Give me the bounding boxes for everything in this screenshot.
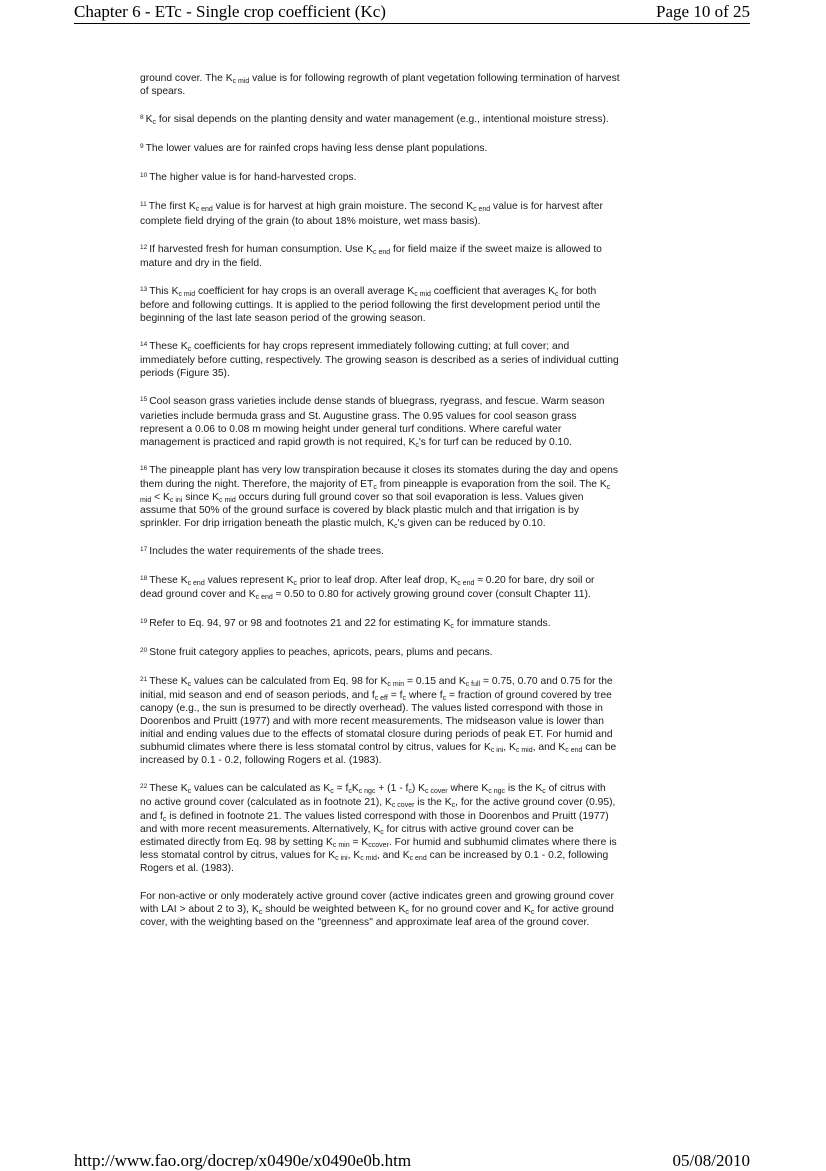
footer-date: 05/08/2010 xyxy=(672,1151,750,1170)
header-rule xyxy=(74,23,750,24)
footnote-16: $^{16}$ The pineapple plant has very low transpiration because it closes its stomates during the day and opens them during the night. Therefore, the majority of $ET_c$ from pineapple is evaporation from the soil. The $K_{c mid} < K_{c ini}$ since $K_{c mid}$ occurs during full ground cover so that soil evaporation is less. Values given assume that 50% of the ground surface is covered by black plastic mulch and that irrigation is by sprinkler. For drip irrigation beneath the plastic mulch, $K_c's$ given can be reduced by 0.10. xyxy=(140,464,619,531)
footnote-18: $^{18}$ These $K_{c end}$ values represent $K_c$ prior to leaf drop. After leaf drop, $K_{c end} \approx 0.20$ for bare, dry soil or dead ground cover and $K_{c end} \approx 0.50$ to 0.80 for actively growing ground cover (consult Chapter 11). xyxy=(140,575,595,602)
closing-paragraph: For non-active or only moderately active ground cover (active indicates green and growing ground cover with LAI > about 2 to 3), $K_c$ should be weighted between $K_c$ for no ground cover and $K_c$ for active ground cover, with the weighting based on the "greenness" and approximate leaf area of the ground cover. xyxy=(140,891,614,929)
footnote-19: $^{19}$ Refer to Eq. 94, 97 or 98 and footnotes 21 and 22 for estimating $K_c$ for immature stands. xyxy=(140,617,551,630)
footnote-12: $^{12}$ If harvested fresh for human consumption. Use $K_{c end}$ for field maize if the sweet maize is allowed to mature and dry in the field. xyxy=(140,243,602,269)
paragraph-continuation: ground cover. The $K_{c mid}$ value is for following regrowth of plant vegetation following termination of harvest of spears. xyxy=(140,73,620,98)
footnote-14: $^{14}$ These $K_c$ coefficients for hay crops represent immediately following cutting; at full cover; and immediately before cutting, respectively. The growing season is described as a series of individual cutting periods (Figure 35). xyxy=(140,341,619,380)
footnote-11: $^{11}$ The first $K_{c end}$ value is for harvest at high grain moisture. The second $K_{c end}$ value is for harvest after complete field drying of the grain (to about 18% moisture, wet mass basis). xyxy=(140,201,603,227)
footnote-13: $^{13}$ This $K_{c mid}$ coefficient for hay crops is an overall average $K_{c mid}$ coefficient that averages $K_c$ for both before and following cuttings. It is applied to the period following the first development period until the beginning of the last late season period of the growing season. xyxy=(140,285,601,325)
header-page-number: Page 10 of 25 xyxy=(656,2,750,21)
footnote-22: $^{22}$ These $K_c$ values can be calculated as $K_c = f_cK_{c ngc} + (1 - f_c)$ $K_{c cover}$ where $K_{c ngc}$ is the $K_c$ of citrus with no active ground cover (calculated as in footnote 21), $K_{c cover}$ is the $K_c$, for the active ground cover (0.95), and $f_c$ is defined in footnote 21. The values listed correspond with those in Doorenbos and Pruitt (1977) and with more recent measurements. Alternatively, $K_c$ for citrus with active ground cover can be estimated directly from Eq. 98 by setting $K_{c min} = K_{ccover}$. For humid and subhumid climates where there is less stomatal control by citrus, values for $K_{c ini}$, $K_{c mid}$, and $K_{c end}$ can be increased by 0.1 - 0.2, following Rogers et al. (1983). xyxy=(140,783,617,874)
footnote-20: $^{20}$ Stone fruit category applies to peaches, apricots, pears, plums and pecans. xyxy=(140,646,493,658)
footnotes-body xyxy=(140,72,620,944)
footer-url: http://www.fao.org/docrep/x0490e/x0490e0b.htm xyxy=(74,1151,412,1170)
footnote-21: $^{21}$ These $K_c$ values can be calculated from Eq. 98 for $K_{c min} = 0.15$ and $K_{c full} = 0.75$, 0.70 and 0.75 for the initial, mid season and end of season periods, and $f_{c eff} = f_c$ where $f_c$ = fraction of ground covered by tree canopy (e.g., the sun is presumed to be directly overhead). The values listed correspond with those in Doorenbos and Pruitt (1977) and with more recent measurements. The midseason value is lower than initial and ending values due to the effects of stomatal closure during periods of peak ET. For humid and subhumid climates where there is less stomatal control by citrus, values for $K_{c ini}$, $K_{c mid}$, and $K_{c end}$ can be increased by 0.1 - 0.2, following Rogers et al. (1983). xyxy=(140,675,617,767)
footnote-15: $^{15}$ Cool season grass varieties include dense stands of bluegrass, ryegrass, and fescue. Warm season varieties include bermuda grass and St. Augustine grass. The 0.95 values for cool season grass represent a 0.06 to 0.08 m mowing height under general turf conditions. Where careful water management is practiced and rapid growth is not required, $K_c's$ for turf can be reduced by 0.10. xyxy=(140,396,605,449)
header-title: Chapter 6 - ETc - Single crop coefficient (Kc) xyxy=(74,2,386,21)
footnote-10: $^{10}$ The higher value is for hand-harvested crops. xyxy=(140,172,357,184)
page-header xyxy=(0,2,826,24)
footnote-9: $^9$ The lower values are for rainfed crops having less dense plant populations. xyxy=(140,143,488,155)
page-footer xyxy=(0,1151,826,1171)
footnote-17: $^{17}$ Includes the water requirements of the shade trees. xyxy=(140,546,384,558)
footnote-8: $^8$ $K_c$ for sisal depends on the planting density and water management (e.g., intentional moisture stress). xyxy=(140,114,609,127)
